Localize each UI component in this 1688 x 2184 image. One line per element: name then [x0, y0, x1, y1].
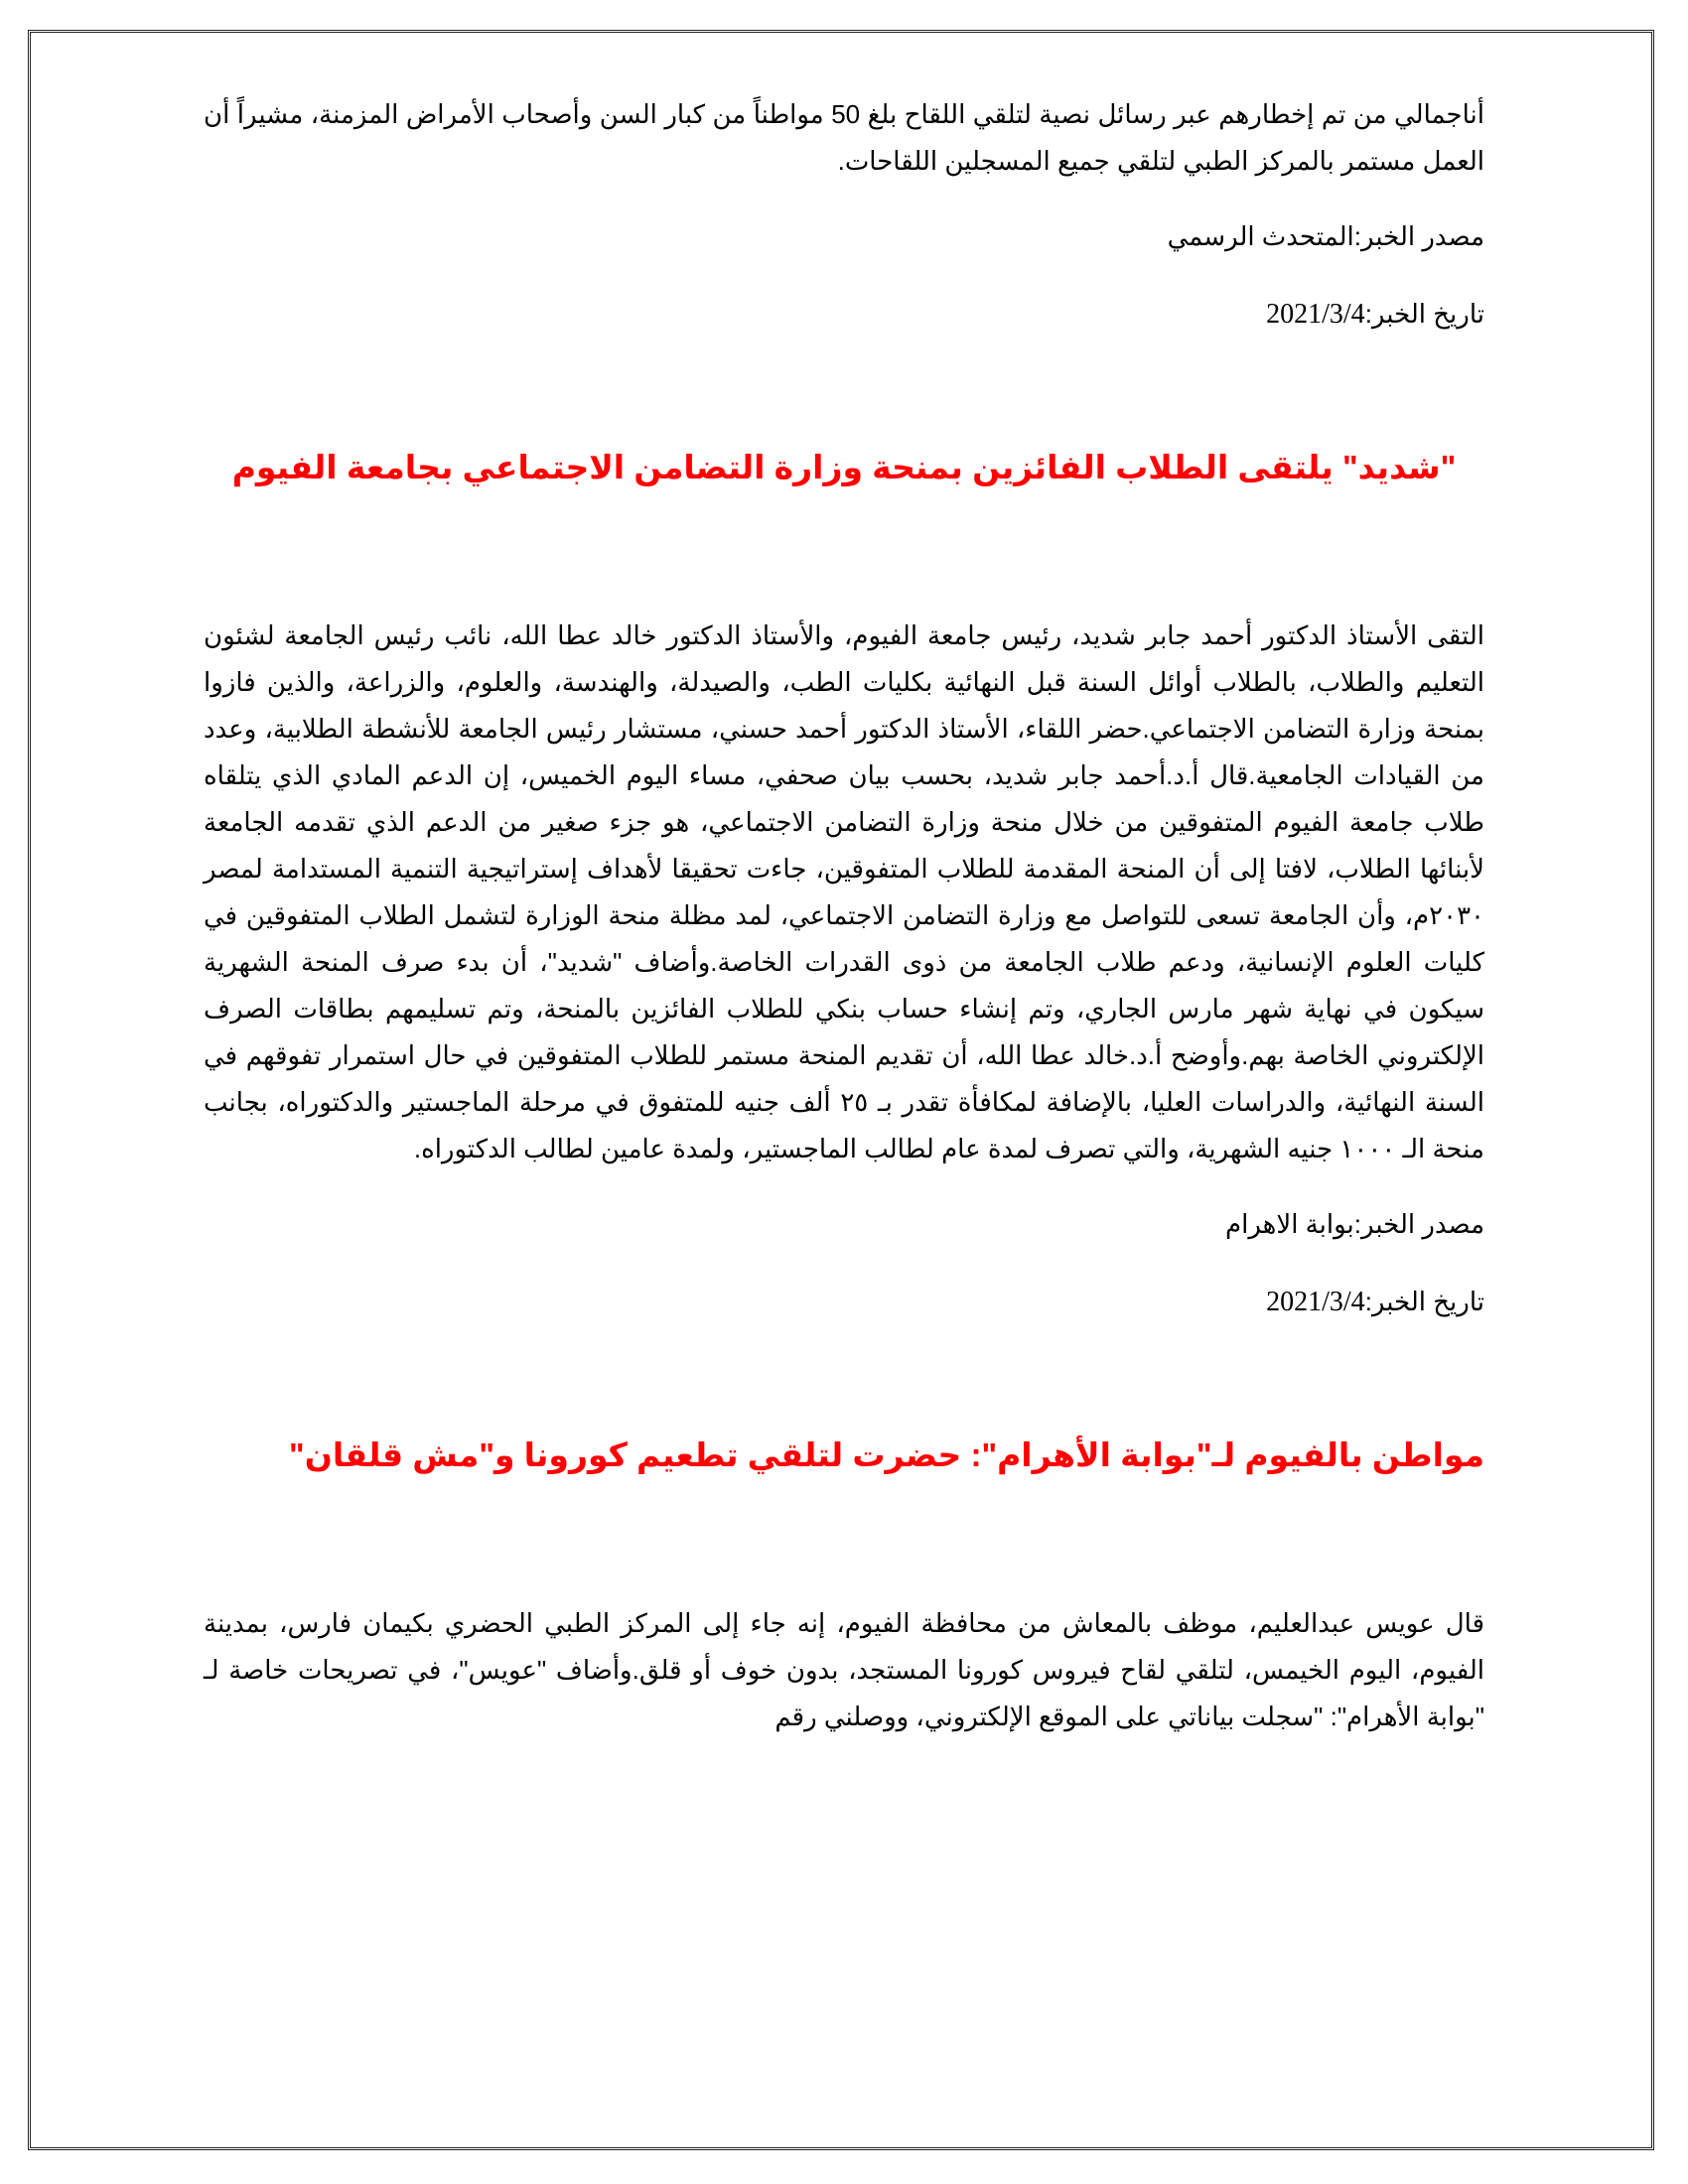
article2-source — [204, 1204, 1484, 1244]
source-value: بوابة الاهرام — [1225, 1209, 1354, 1239]
source-label: مصدر الخبر: — [1353, 221, 1484, 251]
date-value: 2021/3/4 — [1266, 299, 1365, 330]
article3-body: قال عويس عبدالعليم، موظف بالمعاش من محافظة الفيوم، إنه جاء إلى المركز الطبي الحضري بكيمان فارس، بمدينة الفيوم، اليوم الخيمس، لتلقي لقاح فيروس كورونا المستجد، بدون خوف أو قلق.وأضاف "عويس"، في تصريحات خاصة لـ "بوابة الأهرام": "سجلت بياناتي على الموقع الإلكتروني، ووصلني رقم — [204, 1608, 1484, 1731]
source-value: المتحدث الرسمي — [1167, 221, 1354, 251]
article1-date — [204, 294, 1484, 335]
article1-body: أناجمالي من تم إخطارهم عبر رسائل نصية لتلقي اللقاح بلغ 50 مواطناً من كبار السن وأصحاب الأمراض المزمنة، مشيراً أن العمل مستمر بالمركز الطبي لتلقي جميع المسجلين اللقاحات. — [204, 99, 1484, 176]
article1-source — [204, 216, 1484, 256]
article2-headline: "شديد" يلتقى الطلاب الفائزين بمنحة وزارة التضامن الاجتماعي بجامعة الفيوم — [231, 449, 1457, 485]
date-value: 2021/3/4 — [1266, 1287, 1365, 1317]
article2-body: التقى الأستاذ الدكتور أحمد جابر شديد، رئيس جامعة الفيوم، والأستاذ الدكتور خالد عطا الله، نائب رئيس الجامعة لشئون التعليم والطلاب، بالطلاب أوائل السنة قبل النهائية بكليات الطب، والصيدلة، والهندسة، والعلوم، والزراعة، والذين فازوا بمنحة وزارة التضامن الاجتماعي.حضر اللقاء، الأستاذ الدكتور أحمد حسني، مستشار رئيس الجامعة للأنشطة الطلابية، وعدد من القيادات الجامعية.قال أ.د.أحمد جابر شديد، بحسب بيان صحفي، مساء اليوم الخميس، إن الدعم المادي الذي يتلقاه طلاب جامعة الفيوم المتفوقين من خلال منحة وزارة التضامن الاجتماعي، هو جزء صغير من الدعم الذي تقدمه الجامعة لأبنائها الطلاب، لافتا إلى أن المنحة المقدمة للطلاب المتفوقين، جاءت تحقيقا لأهداف إستراتيجية التنمية المستدامة لمصر ٢٠٣٠م، وأن الجامعة تسعى للتواصل مع وزارة التضامن الاجتماعي، لمد مظلة منحة الوزارة لتشمل الطلاب المتفوقين في كليات العلوم الإنسانية، ودعم طلاب الجامعة من ذوى القدرات الخاصة.وأضاف "شديد"، أن بدء صرف المنحة الشهرية سيكون في نهاية شهر مارس الجاري، وتم إنشاء حساب بنكي للطلاب الفائزين بالمنحة، وتم تسليمهم بطاقات الصرف الإلكتروني الخاصة بهم.وأوضح أ.د.خالد عطا الله، أن تقديم المنحة مستمر للطلاب المتفوقين في حال استمرار تفوقهم في السنة النهائية، والدراسات العليا، بالإضافة لمكافأة تقدر بـ ٢٥ ألف جنيه للمتفوق في مرحلة الماجستير والدكتوراه، بجانب منحة الـ ١٠٠٠ جنيه الشهرية، والتي تصرف لمدة عام لطالب الماجستير، ولمدة عامين لطالب الدكتوراه. — [204, 620, 1484, 1163]
document-content — [204, 91, 1484, 1740]
date-label: تاريخ الخبر: — [1364, 299, 1484, 329]
source-label: مصدر الخبر: — [1353, 1209, 1484, 1239]
article3-headline: مواطن بالفيوم لـ"بوابة الأهرام": حضرت لتلقي تطعيم كورونا و"مش قلقان" — [289, 1436, 1484, 1473]
date-label: تاريخ الخبر: — [1364, 1287, 1484, 1316]
article2-date — [204, 1282, 1484, 1322]
